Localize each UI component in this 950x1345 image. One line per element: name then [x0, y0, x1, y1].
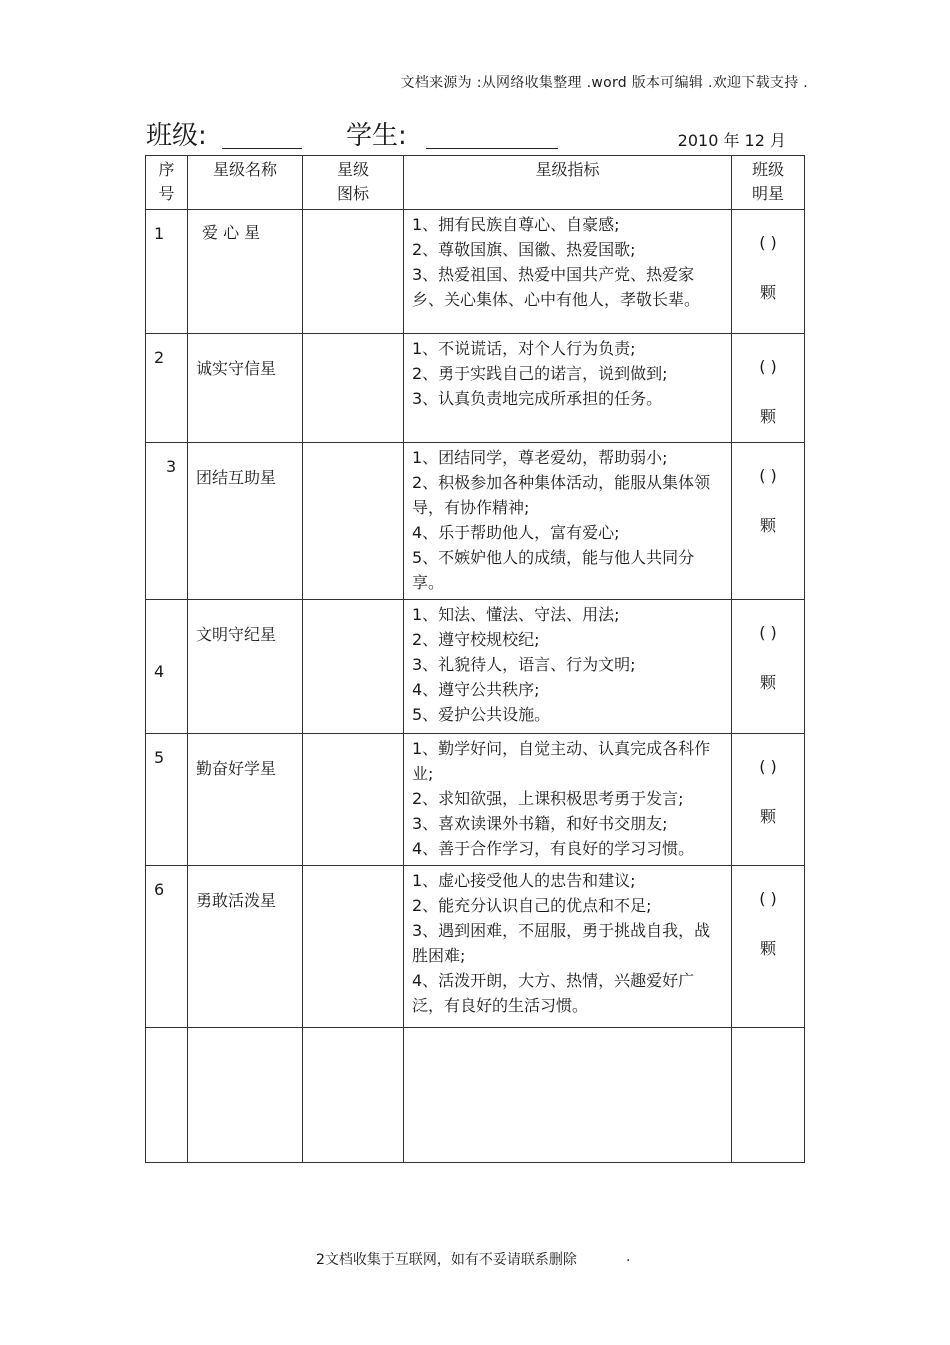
table-row: [146, 210, 805, 334]
star-icon-cell[interactable]: [303, 334, 404, 443]
criterion: 3、热爱祖国、热爱中国共产党、热爱家乡、关心集体、心中有他人，孝敬长辈。: [412, 265, 701, 309]
col-header-star: 班级明星: [732, 156, 805, 210]
footer-note: 2文档收集于互联网，如有不妥请联系删除: [316, 1252, 577, 1268]
form-header: [146, 120, 806, 154]
star-count-bracket[interactable]: ( ): [759, 357, 777, 376]
star-count-bracket[interactable]: ( ): [759, 757, 777, 776]
star-unit: 颗: [759, 807, 776, 826]
criterion: 4、遵守公共秩序;: [412, 680, 540, 699]
criterion: 2、尊敬国旗、国徽、热爱国歌;: [412, 240, 636, 259]
row-number: 2: [146, 334, 188, 443]
row-number: 6: [146, 866, 188, 1028]
criteria-cell: [404, 734, 732, 866]
criteria-cell: [404, 210, 732, 334]
row-number: 3: [146, 443, 188, 600]
criterion: 5、爱护公共设施。: [412, 705, 551, 724]
empty-cell[interactable]: [732, 1028, 805, 1163]
row-number: 5: [146, 734, 188, 866]
criterion: 1、知法、懂法、守法、用法;: [412, 605, 620, 624]
table-header-row: [146, 156, 805, 210]
empty-table-row: [146, 1028, 805, 1163]
table-row: [146, 443, 805, 600]
table-row: [146, 866, 805, 1028]
criterion: 1、虚心接受他人的忠告和建议;: [412, 871, 636, 890]
criterion: 2、积极参加各种集体活动，能服从集体领导，有协作精神;: [412, 473, 711, 517]
star-count-bracket[interactable]: ( ): [759, 889, 777, 908]
table-row: [146, 734, 805, 866]
col-header-seq: 序号: [146, 156, 188, 210]
class-star-cell[interactable]: [732, 600, 805, 734]
star-count-bracket[interactable]: ( ): [759, 466, 777, 485]
source-note: 文档来源为 :从网络收集整理 .word 版本可编辑 .欢迎下载支持 .: [400, 75, 808, 91]
star-icon-cell[interactable]: [303, 600, 404, 734]
criteria-cell: [404, 600, 732, 734]
criterion: 2、遵守校规校纪;: [412, 630, 540, 649]
star-unit: 颗: [759, 673, 776, 692]
star-unit: 颗: [759, 939, 776, 958]
star-icon-cell[interactable]: [303, 866, 404, 1028]
star-unit: 颗: [759, 407, 776, 426]
class-blank-line[interactable]: [222, 148, 302, 149]
star-count-bracket[interactable]: ( ): [759, 623, 777, 642]
class-label: 班级:: [146, 121, 207, 151]
col-header-criteria: 星级指标: [404, 156, 732, 210]
star-name: 爱 心 星: [188, 210, 303, 334]
criterion: 1、不说谎话，对个人行为负责;: [412, 339, 636, 358]
criteria-cell: [404, 443, 732, 600]
row-number: 1: [146, 210, 188, 334]
criterion: 4、乐于帮助他人，富有爱心;: [412, 523, 620, 542]
star-unit: 颗: [759, 283, 776, 302]
row-number: 4: [146, 600, 188, 734]
class-star-cell[interactable]: [732, 210, 805, 334]
class-star-cell[interactable]: [732, 866, 805, 1028]
empty-cell[interactable]: [303, 1028, 404, 1163]
star-table: [145, 155, 805, 1163]
date-text: 2010 年 12 月: [677, 131, 786, 150]
criterion: 3、认真负责地完成所承担的任务。: [412, 389, 663, 408]
class-star-cell[interactable]: [732, 443, 805, 600]
footer-dot: .: [626, 1249, 631, 1265]
star-unit: 颗: [759, 516, 776, 535]
star-icon-cell[interactable]: [303, 210, 404, 334]
star-name: 诚实守信星: [188, 334, 303, 443]
star-name: 团结互助星: [188, 443, 303, 600]
criterion: 4、善于合作学习，有良好的学习习惯。: [412, 839, 695, 858]
star-icon-cell[interactable]: [303, 443, 404, 600]
criterion: 3、礼貌待人，语言、行为文明;: [412, 655, 636, 674]
empty-cell[interactable]: [404, 1028, 732, 1163]
star-icon-cell[interactable]: [303, 734, 404, 866]
criterion: 1、拥有民族自尊心、自豪感;: [412, 215, 620, 234]
star-name: 勤奋好学星: [188, 734, 303, 866]
student-label: 学生:: [346, 121, 407, 151]
col-header-icon: 星级图标: [303, 156, 404, 210]
class-star-cell[interactable]: [732, 334, 805, 443]
table-row: [146, 600, 805, 734]
criterion: 2、能充分认识自己的优点和不足;: [412, 896, 652, 915]
empty-cell[interactable]: [146, 1028, 188, 1163]
criterion: 2、求知欲强，上课积极思考勇于发言;: [412, 789, 684, 808]
criteria-cell: [404, 866, 732, 1028]
student-blank-line[interactable]: [426, 148, 558, 149]
star-count-bracket[interactable]: ( ): [759, 233, 777, 252]
criterion: 3、遇到困难，不屈服，勇于挑战自我，战胜困难;: [412, 921, 711, 965]
table-row: [146, 334, 805, 443]
criterion: 5、不嫉妒他人的成绩，能与他人共同分享。: [412, 548, 695, 592]
star-name: 文明守纪星: [188, 600, 303, 734]
criterion: 1、勤学好问，自觉主动、认真完成各科作业;: [412, 739, 711, 783]
criterion: 4、活泼开朗，大方、热情，兴趣爱好广泛，有良好的生活习惯。: [412, 971, 695, 1015]
star-name: 勇敢活泼星: [188, 866, 303, 1028]
col-header-name: 星级名称: [188, 156, 303, 210]
class-star-cell[interactable]: [732, 734, 805, 866]
criteria-cell: [404, 334, 732, 443]
criterion: 3、喜欢读课外书籍，和好书交朋友;: [412, 814, 668, 833]
criterion: 2、勇于实践自己的诺言，说到做到;: [412, 364, 668, 383]
empty-cell[interactable]: [188, 1028, 303, 1163]
criterion: 1、团结同学，尊老爱幼，帮助弱小;: [412, 448, 668, 467]
